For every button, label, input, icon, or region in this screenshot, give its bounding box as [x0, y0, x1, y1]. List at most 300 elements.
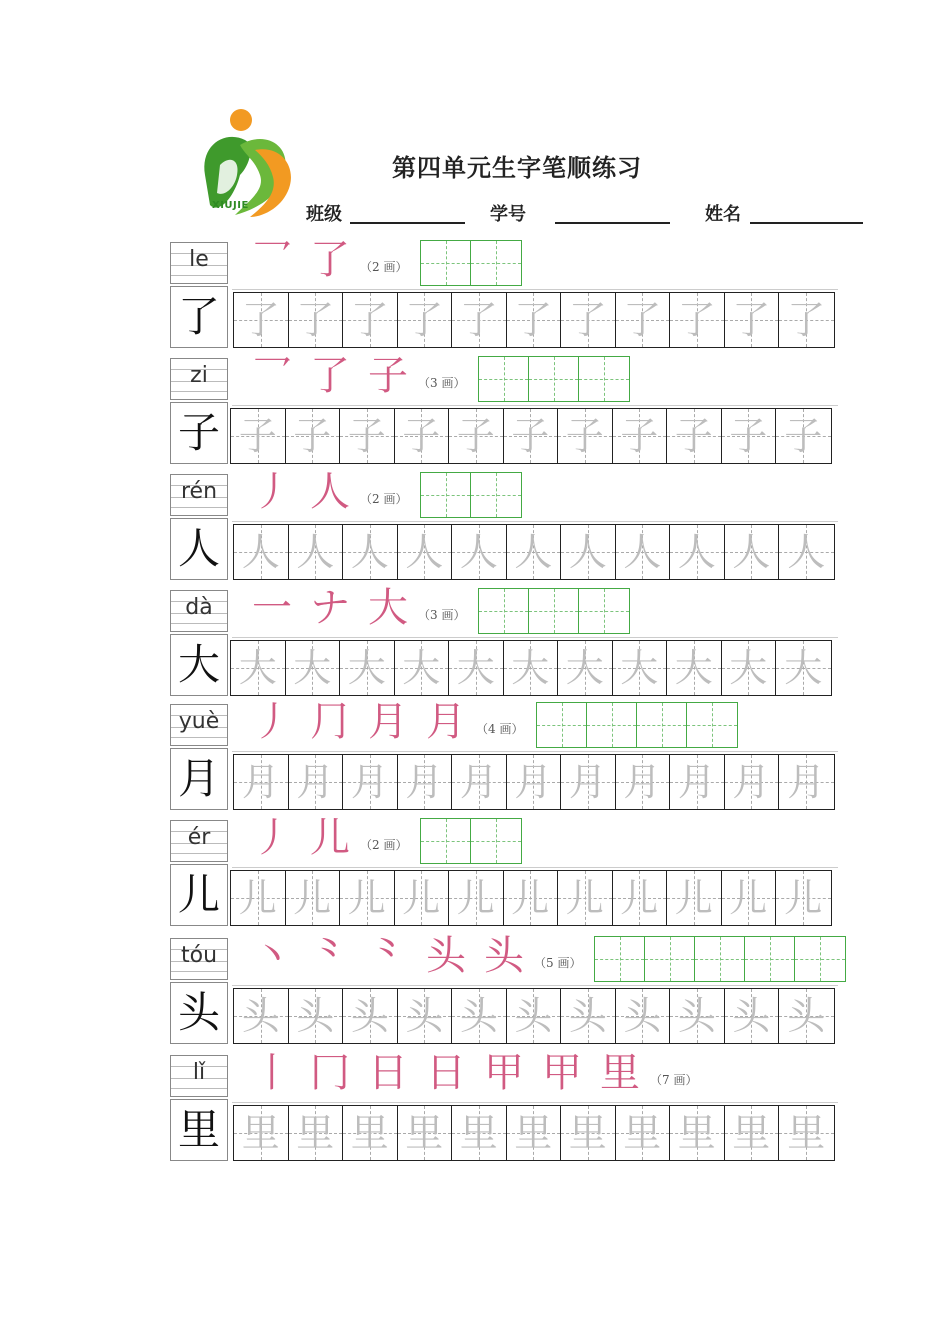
- tracing-cell[interactable]: [507, 525, 562, 579]
- stroke-practice-cell[interactable]: [579, 357, 629, 401]
- tracing-cell[interactable]: [558, 641, 613, 695]
- trace-character: 人: [350, 530, 389, 574]
- trace-character: 里: [677, 1111, 716, 1155]
- row-separator: [232, 985, 838, 986]
- stroke-practice-grid[interactable]: [420, 240, 522, 286]
- logo-text: XIUJIE: [212, 200, 249, 211]
- tracing-cell[interactable]: [616, 755, 671, 809]
- stroke-practice-cell[interactable]: [745, 937, 795, 981]
- trace-character: 大: [238, 646, 277, 690]
- trace-character: 儿: [565, 876, 604, 920]
- tracing-cell[interactable]: [561, 989, 616, 1043]
- tracing-cell[interactable]: [616, 989, 671, 1043]
- class-field[interactable]: [350, 222, 465, 224]
- stroke-practice-cell[interactable]: [421, 473, 471, 517]
- tracing-cell[interactable]: [779, 989, 834, 1043]
- tracing-row[interactable]: [230, 408, 832, 464]
- stroke-step: ⺆: [310, 699, 350, 745]
- pinyin-guide-line: [171, 853, 227, 854]
- stroke-step: 人: [310, 469, 350, 515]
- trace-character: 里: [405, 1111, 444, 1155]
- tracing-cell[interactable]: [776, 871, 831, 925]
- tracing-cell[interactable]: [725, 525, 780, 579]
- trace-character: 儿: [729, 876, 768, 920]
- class-label: 班级: [306, 204, 342, 225]
- pinyin-text: yuè: [178, 709, 220, 734]
- tracing-row[interactable]: [230, 870, 832, 926]
- trace-character: 儿: [784, 876, 823, 920]
- stroke-step: 子: [368, 353, 408, 399]
- stroke-step: 日: [426, 1050, 466, 1096]
- stroke-practice-cell[interactable]: [471, 819, 521, 863]
- stroke-practice-cell[interactable]: [479, 357, 529, 401]
- stroke-step: 一: [252, 585, 292, 631]
- trace-character: 儿: [238, 876, 277, 920]
- trace-character: 儿: [347, 876, 386, 920]
- pinyin-guide-line: [171, 1088, 227, 1089]
- trace-character: 里: [350, 1111, 389, 1155]
- stroke-practice-cell[interactable]: [421, 819, 471, 863]
- stroke-step: 头: [484, 933, 524, 979]
- stroke-step: 了: [310, 237, 350, 283]
- stroke-step: 头: [426, 933, 466, 979]
- trace-character: 大: [784, 646, 823, 690]
- tracing-cell[interactable]: [234, 755, 289, 809]
- trace-character: 头: [350, 994, 389, 1038]
- trace-character: 人: [514, 530, 553, 574]
- model-character-box: [170, 286, 228, 348]
- stroke-count: （7 画）: [650, 1073, 698, 1087]
- row-separator: [232, 521, 838, 522]
- stroke-practice-cell[interactable]: [645, 937, 695, 981]
- trace-character: 月: [787, 760, 826, 804]
- tracing-cell[interactable]: [779, 1106, 834, 1160]
- trace-character: 了: [732, 298, 771, 342]
- trace-character: 月: [296, 760, 335, 804]
- trace-character: 儿: [511, 876, 550, 920]
- tracing-cell[interactable]: [452, 989, 507, 1043]
- tracing-cell[interactable]: [289, 755, 344, 809]
- tracing-row[interactable]: [233, 988, 835, 1044]
- stroke-practice-grid[interactable]: [420, 818, 522, 864]
- trace-character: 里: [623, 1111, 662, 1155]
- tracing-cell[interactable]: [398, 1106, 453, 1160]
- trace-character: 儿: [456, 876, 495, 920]
- pinyin-guide-line: [171, 971, 227, 972]
- tracing-cell[interactable]: [289, 525, 344, 579]
- pinyin-text: tóu: [180, 943, 218, 968]
- stroke-step: 丨: [252, 1050, 292, 1096]
- trace-character: 子: [511, 414, 550, 458]
- stroke-step: 乛: [252, 237, 292, 283]
- trace-character: 人: [732, 530, 771, 574]
- tracing-cell[interactable]: [670, 293, 725, 347]
- stroke-practice-grid[interactable]: [536, 702, 738, 748]
- model-character-box: [170, 518, 228, 580]
- tracing-cell[interactable]: [667, 641, 722, 695]
- trace-character: 子: [347, 414, 386, 458]
- trace-character: 大: [347, 646, 386, 690]
- trace-character: 儿: [293, 876, 332, 920]
- trace-character: 月: [350, 760, 389, 804]
- trace-character: 子: [456, 414, 495, 458]
- trace-character: 头: [459, 994, 498, 1038]
- stroke-practice-cell[interactable]: [595, 937, 645, 981]
- tracing-cell[interactable]: [234, 525, 289, 579]
- model-character: 月: [177, 754, 220, 803]
- stroke-step: 大: [368, 585, 408, 631]
- tracing-cell[interactable]: [561, 1106, 616, 1160]
- trace-character: 月: [514, 760, 553, 804]
- trace-character: 头: [623, 994, 662, 1038]
- student-no-field[interactable]: [555, 222, 670, 224]
- tracing-row[interactable]: [233, 292, 835, 348]
- tracing-cell[interactable]: [504, 641, 559, 695]
- trace-character: 人: [568, 530, 607, 574]
- row-separator: [232, 405, 838, 406]
- trace-character: 月: [459, 760, 498, 804]
- trace-character: 头: [568, 994, 607, 1038]
- pinyin-box: [170, 1055, 228, 1097]
- stroke-step: 儿: [310, 815, 350, 861]
- tracing-cell[interactable]: [343, 989, 398, 1043]
- pinyin-box: [170, 358, 228, 400]
- name-field[interactable]: [750, 222, 863, 224]
- stroke-count: （3 画）: [418, 608, 466, 622]
- trace-character: 了: [241, 298, 280, 342]
- stroke-practice-cell[interactable]: [687, 703, 737, 747]
- trace-character: 里: [296, 1111, 335, 1155]
- model-character: 子: [177, 408, 220, 457]
- tracing-row[interactable]: [233, 754, 835, 810]
- tracing-row[interactable]: [230, 640, 832, 696]
- tracing-cell[interactable]: [340, 641, 395, 695]
- pinyin-guide-line: [171, 737, 227, 738]
- trace-character: 头: [787, 994, 826, 1038]
- trace-character: 人: [459, 530, 498, 574]
- tracing-cell[interactable]: [452, 525, 507, 579]
- tracing-cell[interactable]: [289, 293, 344, 347]
- trace-character: 大: [565, 646, 604, 690]
- tracing-cell[interactable]: [507, 989, 562, 1043]
- pinyin-box: [170, 242, 228, 284]
- trace-character: 头: [405, 994, 444, 1038]
- trace-character: 子: [729, 414, 768, 458]
- stroke-count: （4 画）: [476, 722, 524, 736]
- tracing-cell[interactable]: [558, 871, 613, 925]
- tracing-row[interactable]: [233, 1105, 835, 1161]
- tracing-cell[interactable]: [776, 641, 831, 695]
- trace-character: 了: [514, 298, 553, 342]
- trace-character: 月: [677, 760, 716, 804]
- stroke-count: （2 画）: [360, 260, 408, 274]
- stroke-step: 丿: [252, 815, 292, 861]
- trace-character: 里: [459, 1111, 498, 1155]
- tracing-cell[interactable]: [613, 641, 668, 695]
- trace-character: 月: [568, 760, 607, 804]
- trace-character: 了: [568, 298, 607, 342]
- trace-character: 头: [241, 994, 280, 1038]
- tracing-cell[interactable]: [725, 293, 780, 347]
- stroke-practice-grid[interactable]: [420, 472, 522, 518]
- tracing-cell[interactable]: [286, 641, 341, 695]
- tracing-cell[interactable]: [667, 409, 722, 463]
- trace-character: 大: [620, 646, 659, 690]
- tracing-cell[interactable]: [779, 755, 834, 809]
- stroke-step: 了: [310, 353, 350, 399]
- tracing-cell[interactable]: [231, 409, 286, 463]
- stroke-practice-grid[interactable]: [594, 936, 846, 982]
- tracing-cell[interactable]: [289, 989, 344, 1043]
- trace-character: 人: [405, 530, 444, 574]
- stroke-step: ⺀: [368, 933, 408, 979]
- trace-character: 头: [732, 994, 771, 1038]
- trace-character: 头: [296, 994, 335, 1038]
- stroke-practice-cell[interactable]: [421, 241, 471, 285]
- tracing-cell[interactable]: [722, 871, 777, 925]
- tracing-cell[interactable]: [449, 409, 504, 463]
- tracing-cell[interactable]: [504, 871, 559, 925]
- model-character-box: [170, 634, 228, 696]
- stroke-practice-cell[interactable]: [479, 589, 529, 633]
- tracing-cell[interactable]: [613, 871, 668, 925]
- stroke-practice-cell[interactable]: [579, 589, 629, 633]
- stroke-practice-cell[interactable]: [529, 357, 579, 401]
- tracing-cell[interactable]: [452, 293, 507, 347]
- stroke-practice-grid[interactable]: [478, 588, 630, 634]
- trace-character: 大: [511, 646, 550, 690]
- stroke-step: 甲: [484, 1050, 524, 1096]
- stroke-step: 里: [600, 1050, 640, 1096]
- stroke-step: 冂: [310, 1050, 350, 1096]
- pinyin-text: le: [189, 247, 209, 272]
- trace-character: 里: [514, 1111, 553, 1155]
- stroke-practice-cell[interactable]: [529, 589, 579, 633]
- trace-character: 了: [296, 298, 335, 342]
- tracing-cell[interactable]: [722, 409, 777, 463]
- tracing-cell[interactable]: [231, 641, 286, 695]
- trace-character: 子: [565, 414, 604, 458]
- model-character: 人: [177, 524, 220, 573]
- trace-character: 子: [402, 414, 441, 458]
- tracing-cell[interactable]: [558, 409, 613, 463]
- trace-character: 子: [293, 414, 332, 458]
- trace-character: 里: [568, 1111, 607, 1155]
- tracing-cell[interactable]: [343, 293, 398, 347]
- trace-character: 大: [456, 646, 495, 690]
- stroke-practice-cell[interactable]: [471, 473, 521, 517]
- model-character-box: [170, 1099, 228, 1161]
- tracing-cell[interactable]: [398, 525, 453, 579]
- tracing-cell[interactable]: [340, 409, 395, 463]
- pinyin-box: [170, 938, 228, 980]
- tracing-cell[interactable]: [616, 525, 671, 579]
- trace-character: 月: [623, 760, 662, 804]
- pinyin-guide-line: [171, 391, 227, 392]
- tracing-cell[interactable]: [507, 1106, 562, 1160]
- tracing-cell[interactable]: [616, 1106, 671, 1160]
- trace-character: 大: [402, 646, 441, 690]
- trace-character: 头: [677, 994, 716, 1038]
- tracing-cell[interactable]: [234, 1106, 289, 1160]
- name-label: 姓名: [705, 204, 741, 225]
- trace-character: 里: [732, 1111, 771, 1155]
- model-character-box: [170, 982, 228, 1044]
- pinyin-text: lǐ: [192, 1060, 206, 1085]
- pinyin-text: rén: [180, 479, 218, 504]
- row-separator: [232, 289, 838, 290]
- stroke-step: 丿: [252, 699, 292, 745]
- tracing-cell[interactable]: [395, 871, 450, 925]
- pinyin-guide-line: [171, 275, 227, 276]
- trace-character: 儿: [402, 876, 441, 920]
- trace-character: 大: [293, 646, 332, 690]
- stroke-step: ⺀: [310, 933, 350, 979]
- trace-character: 子: [674, 414, 713, 458]
- tracing-cell[interactable]: [286, 871, 341, 925]
- trace-character: 了: [677, 298, 716, 342]
- tracing-row[interactable]: [233, 524, 835, 580]
- tracing-cell[interactable]: [613, 409, 668, 463]
- trace-character: 月: [241, 760, 280, 804]
- tracing-cell[interactable]: [670, 1106, 725, 1160]
- stroke-count: （2 画）: [360, 838, 408, 852]
- tracing-cell[interactable]: [670, 525, 725, 579]
- stroke-count: （2 画）: [360, 492, 408, 506]
- pinyin-box: [170, 820, 228, 862]
- student-no-label: 学号: [490, 204, 526, 225]
- tracing-cell[interactable]: [398, 293, 453, 347]
- stroke-practice-cell[interactable]: [587, 703, 637, 747]
- row-separator: [232, 1102, 838, 1103]
- tracing-cell[interactable]: [670, 989, 725, 1043]
- tracing-cell[interactable]: [449, 641, 504, 695]
- tracing-cell[interactable]: [340, 871, 395, 925]
- trace-character: 子: [784, 414, 823, 458]
- tracing-cell[interactable]: [343, 755, 398, 809]
- model-character: 儿: [177, 870, 220, 919]
- tracing-cell[interactable]: [722, 641, 777, 695]
- tracing-cell[interactable]: [561, 755, 616, 809]
- tracing-cell[interactable]: [286, 409, 341, 463]
- tracing-cell[interactable]: [616, 293, 671, 347]
- tracing-cell[interactable]: [395, 409, 450, 463]
- trace-character: 大: [729, 646, 768, 690]
- tracing-cell[interactable]: [398, 989, 453, 1043]
- model-character-box: [170, 864, 228, 926]
- trace-character: 里: [787, 1111, 826, 1155]
- stroke-step: 日: [368, 1050, 408, 1096]
- tracing-cell[interactable]: [776, 409, 831, 463]
- stroke-practice-cell[interactable]: [695, 937, 745, 981]
- pinyin-guide-line: [171, 623, 227, 624]
- trace-character: 头: [514, 994, 553, 1038]
- stroke-practice-cell[interactable]: [637, 703, 687, 747]
- trace-character: 了: [459, 298, 498, 342]
- pinyin-guide-line: [171, 507, 227, 508]
- tracing-cell[interactable]: [234, 293, 289, 347]
- stroke-practice-grid[interactable]: [478, 356, 630, 402]
- tracing-cell[interactable]: [395, 641, 450, 695]
- stroke-step: 甲: [542, 1050, 582, 1096]
- tracing-cell[interactable]: [725, 989, 780, 1043]
- tracing-cell[interactable]: [561, 525, 616, 579]
- trace-character: 了: [787, 298, 826, 342]
- tracing-cell[interactable]: [725, 755, 780, 809]
- trace-character: 了: [623, 298, 662, 342]
- trace-character: 了: [405, 298, 444, 342]
- tracing-cell[interactable]: [231, 871, 286, 925]
- stroke-step: 月: [368, 699, 408, 745]
- tracing-cell[interactable]: [398, 755, 453, 809]
- trace-character: 子: [238, 414, 277, 458]
- stroke-step: 乛: [252, 353, 292, 399]
- stroke-step: ナ: [310, 585, 350, 631]
- stroke-practice-cell[interactable]: [795, 937, 845, 981]
- model-character: 头: [177, 988, 220, 1037]
- stroke-practice-cell[interactable]: [471, 241, 521, 285]
- trace-character: 月: [405, 760, 444, 804]
- stroke-practice-cell[interactable]: [537, 703, 587, 747]
- tracing-cell[interactable]: [725, 1106, 780, 1160]
- trace-character: 人: [677, 530, 716, 574]
- trace-character: 人: [296, 530, 335, 574]
- trace-character: 儿: [674, 876, 713, 920]
- pinyin-box: [170, 590, 228, 632]
- model-character-box: [170, 748, 228, 810]
- tracing-cell[interactable]: [779, 293, 834, 347]
- tracing-cell[interactable]: [504, 409, 559, 463]
- model-character: 里: [177, 1105, 220, 1154]
- tracing-cell[interactable]: [670, 755, 725, 809]
- tracing-cell[interactable]: [452, 755, 507, 809]
- tracing-cell[interactable]: [561, 293, 616, 347]
- trace-character: 月: [732, 760, 771, 804]
- stroke-step: 丿: [252, 469, 292, 515]
- model-character-box: [170, 402, 228, 464]
- trace-character: 儿: [620, 876, 659, 920]
- pinyin-text: ér: [187, 825, 211, 850]
- pinyin-text: zi: [190, 363, 208, 388]
- trace-character: 子: [620, 414, 659, 458]
- pinyin-text: dà: [185, 595, 213, 620]
- row-separator: [232, 751, 838, 752]
- tracing-cell[interactable]: [449, 871, 504, 925]
- stroke-count: （5 画）: [534, 956, 582, 970]
- pinyin-box: [170, 474, 228, 516]
- tracing-cell[interactable]: [343, 525, 398, 579]
- tracing-cell[interactable]: [452, 1106, 507, 1160]
- tracing-cell[interactable]: [779, 525, 834, 579]
- trace-character: 人: [787, 530, 826, 574]
- model-character: 大: [177, 640, 220, 689]
- row-separator: [232, 637, 838, 638]
- stroke-step: 月: [426, 699, 466, 745]
- tracing-cell[interactable]: [507, 755, 562, 809]
- trace-character: 大: [674, 646, 713, 690]
- trace-character: 人: [623, 530, 662, 574]
- stroke-count: （3 画）: [418, 376, 466, 390]
- trace-character: 人: [241, 530, 280, 574]
- tracing-cell[interactable]: [667, 871, 722, 925]
- row-separator: [232, 867, 838, 868]
- tracing-cell[interactable]: [507, 293, 562, 347]
- tracing-cell[interactable]: [289, 1106, 344, 1160]
- pinyin-box: [170, 704, 228, 746]
- tracing-cell[interactable]: [343, 1106, 398, 1160]
- page-title: 第四单元生字笔顺练习: [392, 153, 642, 182]
- tracing-cell[interactable]: [234, 989, 289, 1043]
